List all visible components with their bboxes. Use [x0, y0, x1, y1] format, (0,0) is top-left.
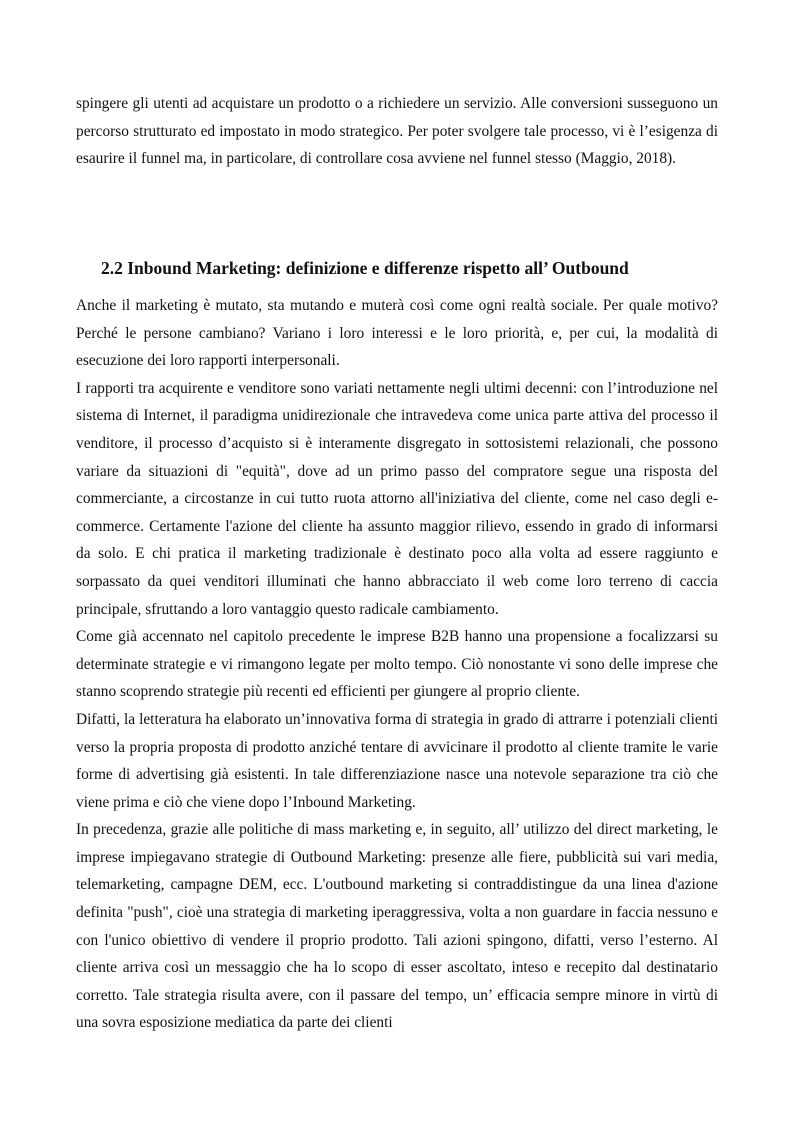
section-body [76, 292, 718, 1037]
body-paragraph-1: Anche il marketing è mutato, sta mutando e muterà così come ogni realtà sociale. Per quale motivo? Perché le persone cambiano? Variano i loro interessi e le loro priorità, e, per cui, la modalità di esecuzione dei loro rapporti interpersonali. [76, 297, 718, 370]
intro-paragraph-block [76, 90, 718, 173]
body-paragraph-5: In precedenza, grazie alle politiche di mass marketing e, in seguito, all’ utilizzo del direct marketing, le imprese impiegavano strategie di Outbound Marketing: presenze alle fiere, pubblicità sui vari media, telemarketing, campagne DEM, ecc. L'outbound marketing si contraddistingue da una linea d'azione definita "push", cioè una strategia di marketing iperaggressiva, volta a non guardare in faccia nessuno e con l'unico obiettivo di vendere il proprio prodotto. Tali azioni spingono, difatti, verso l’esterno. Al cliente arriva così un messaggio che ha lo scopo di esser ascoltato, inteso e recepito dal destinatario corretto. Tale strategia risulta avere, con il passare del tempo, un’ efficacia sempre minore in virtù di una sovra esposizione mediatica da parte dei clienti [76, 821, 718, 1032]
intro-paragraph: spingere gli utenti ad acquistare un prodotto o a richiedere un servizio. Alle conversioni susseguono un percorso strutturato ed impostato in modo strategico. Per poter svolgere tale processo, vi è l’esigenza di esaurire il funnel ma, in particolare, di controllare cosa avviene nel funnel stesso (Maggio, 2018). [76, 95, 718, 168]
body-paragraph-4: Difatti, la letteratura ha elaborato un’innovativa forma di strategia in grado di attrarre i potenziali clienti verso la propria proposta di prodotto anziché tentare di avvicinare il prodotto al cliente tramite le varie forme di advertising già esistenti. In tale differenziazione nasce una notevole separazione tra ciò che viene prima e ciò che viene dopo l’Inbound Marketing. [76, 710, 718, 811]
body-paragraph-2: I rapporti tra acquirente e venditore sono variati nettamente negli ultimi decenni: con l’introduzione nel sistema di Internet, il paradigma unidirezionale che intravedeva come unica parte attiva del processo il venditore, il processo d’acquisto si è interamente disgregato in sottosistemi relazionali, che possono variare da situazioni di "equità", dove ad un primo passo del compratore segue una risposta del commerciante, a circostanze in cui tutto ruota attorno all'iniziativa del cliente, come nel caso degli e-commerce. Certamente l'azione del cliente ha assunto maggior rilievo, essendo in grado di informarsi da solo. E chi pratica il marketing tradizionale è destinato poco alla volta ad essere raggiunto e sorpassato da quei venditori illuminati che hanno abbracciato il web come loro terreno di caccia principale, sfruttando a loro vantaggio questo radicale cambiamento. [76, 379, 718, 618]
body-paragraph-3: Come già accennato nel capitolo precedente le imprese B2B hanno una propensione a focalizzarsi su determinate strategie e vi rimangono legate per molto tempo. Ciò nonostante vi sono delle imprese che stanno scoprendo strategie più recenti ed efficienti per giungere al proprio cliente. [76, 628, 718, 701]
section-heading: 2.2 Inbound Marketing: definizione e differenze rispetto all’ Outbound [101, 258, 629, 278]
